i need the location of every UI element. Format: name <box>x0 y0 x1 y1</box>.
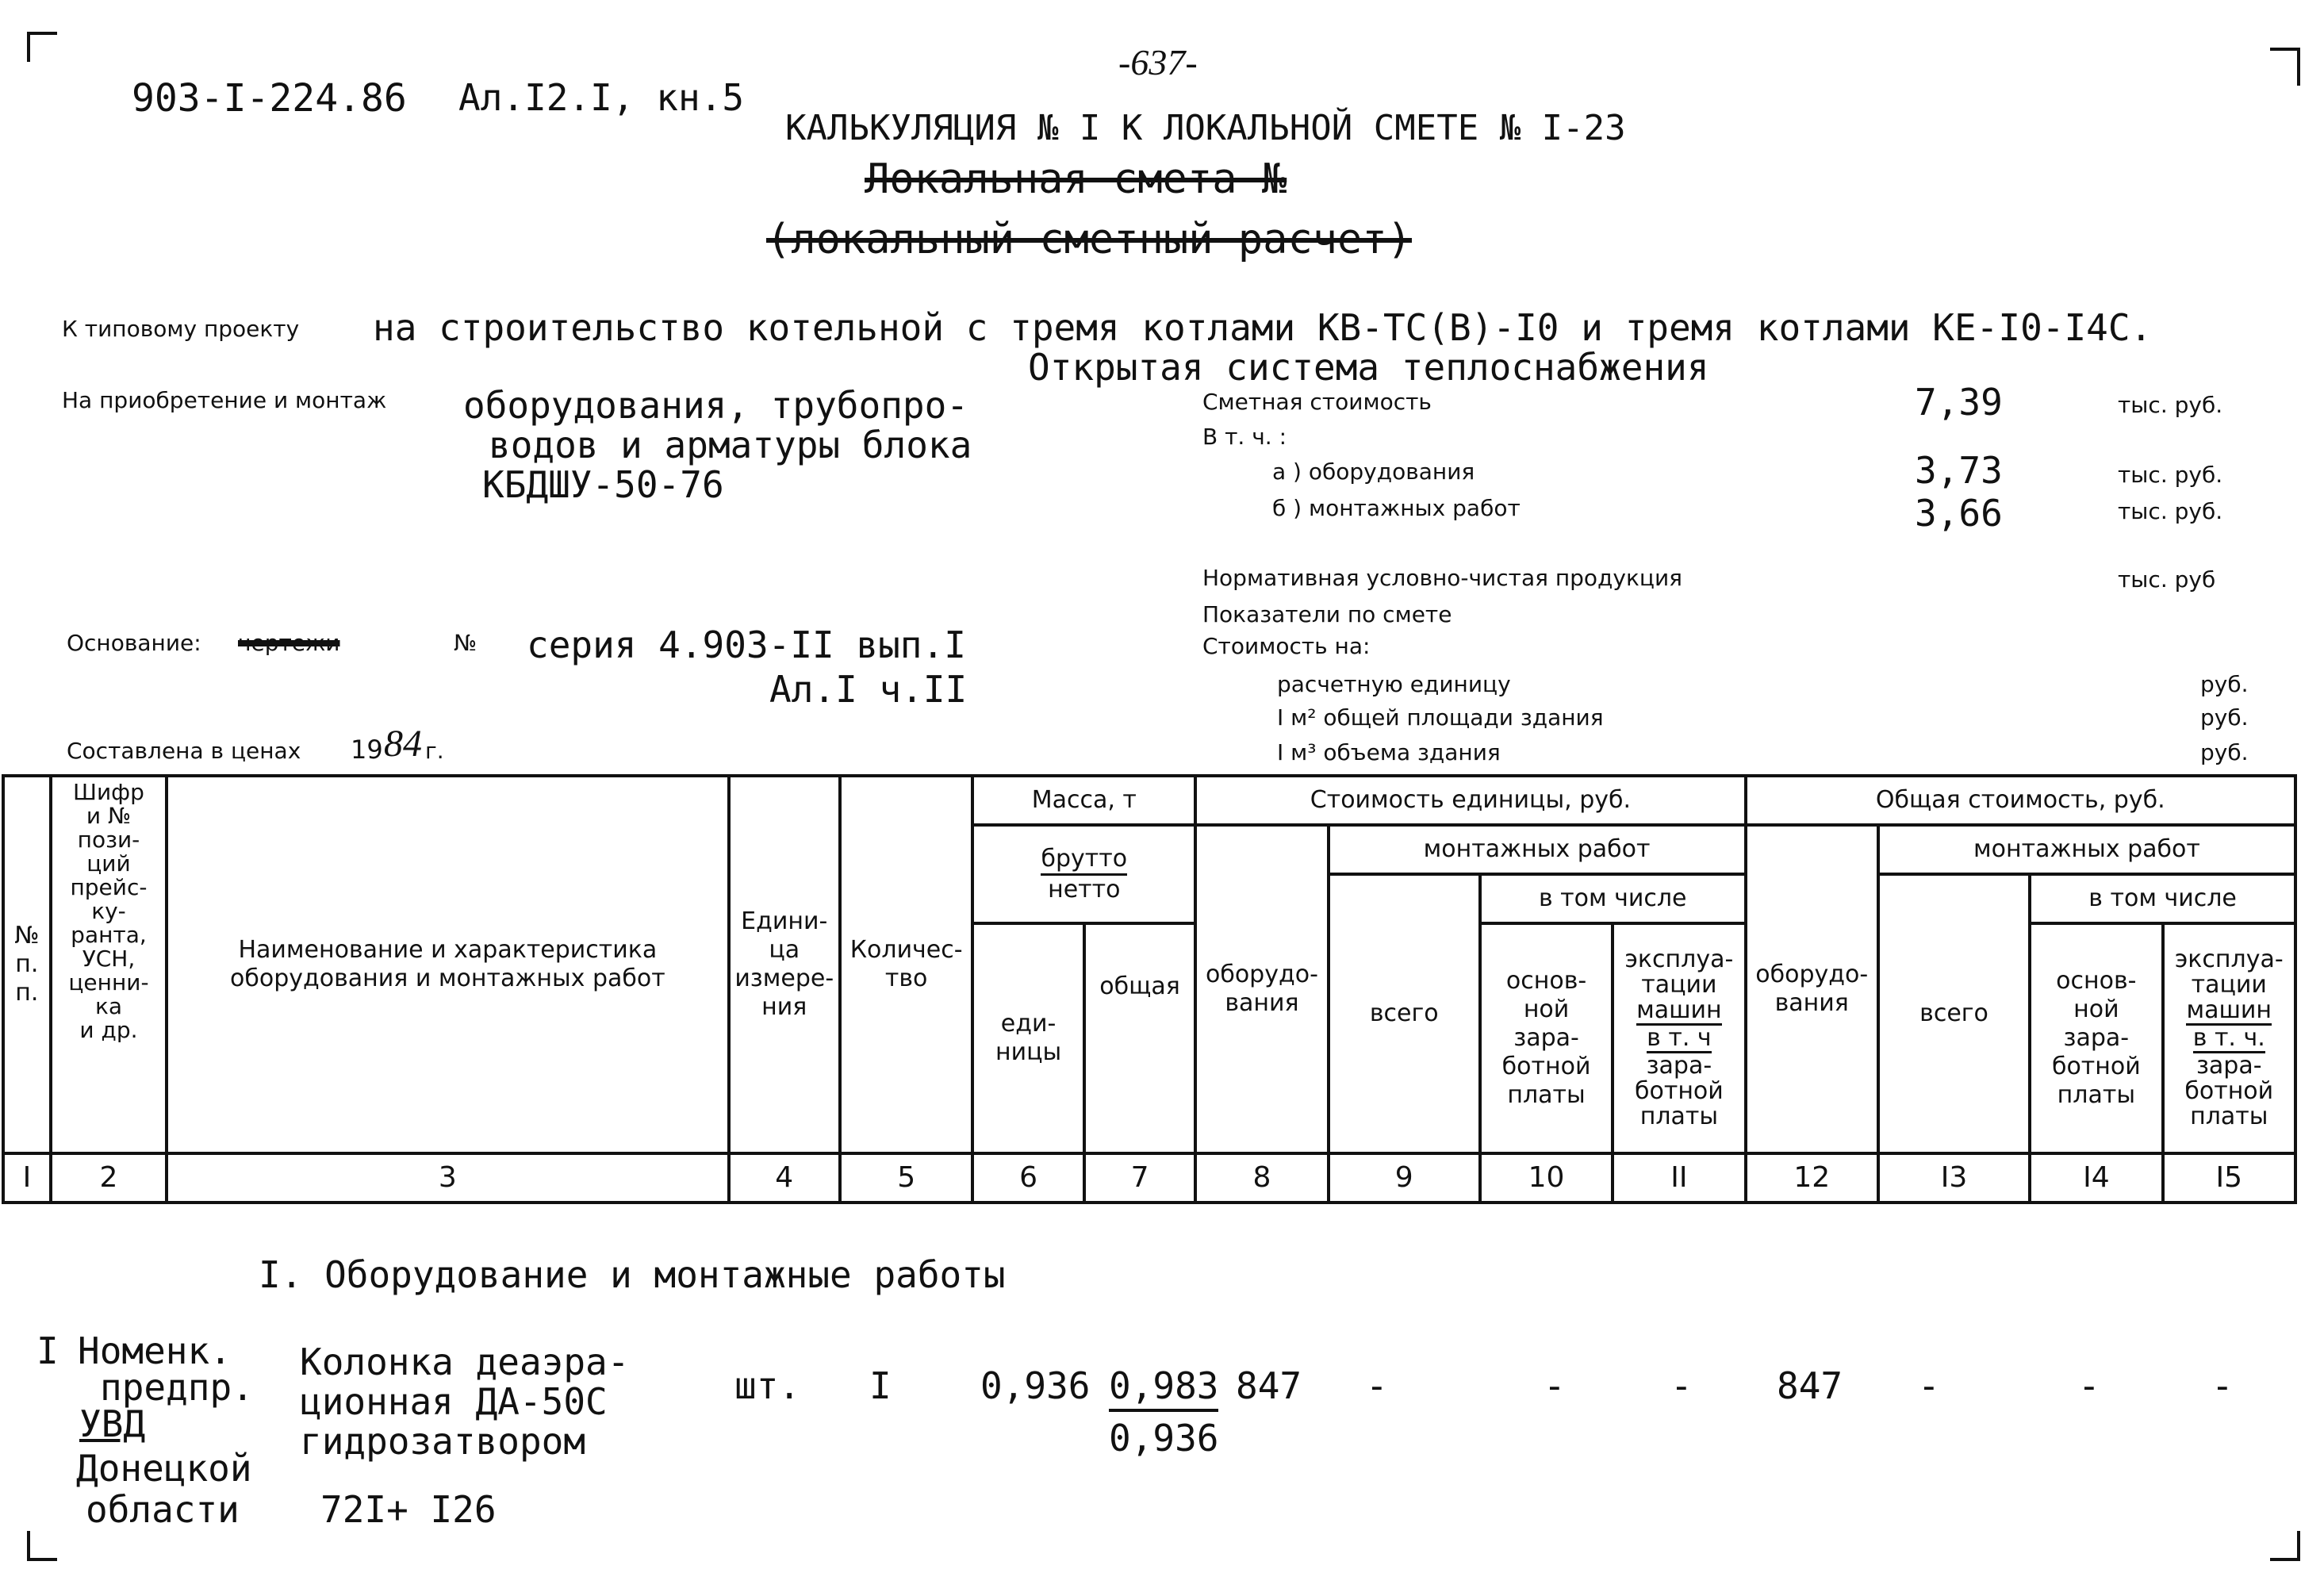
including-label: В т. ч. : <box>1202 424 1287 450</box>
header-total-base-wage: основ- ной зара- ботной платы <box>2030 923 2162 1153</box>
header-mass: Масса, т <box>972 776 1195 825</box>
equipment-cost-value: 3,73 <box>1915 449 2003 492</box>
header-unit-all: всего <box>1329 874 1480 1153</box>
row-source-line: области <box>86 1488 240 1531</box>
header-mass-per-unit: еди- ницы <box>972 923 1083 1153</box>
per-volume-rub: руб. <box>2200 739 2249 765</box>
row-name-line: Колонка деаэра- <box>300 1341 630 1383</box>
header-unit-equipment: оборудо- вания <box>1195 825 1328 1153</box>
header-name: Наименование и характеристика оборудования и монтажных работ <box>167 776 728 1153</box>
column-number: 8 <box>1195 1153 1328 1203</box>
header-unit-install: монтажных работ <box>1329 825 1746 874</box>
header-qty: Количес- тво <box>840 776 972 1153</box>
estimated-cost-label: Сметная стоимость <box>1202 389 1432 415</box>
header-brutto-netto: брутто нетто <box>972 825 1195 923</box>
row-source-line: УВД <box>79 1402 146 1445</box>
column-number: 6 <box>972 1153 1083 1203</box>
row-mass-fraction-line <box>1109 1409 1218 1412</box>
install-cost-unit: тыс. руб. <box>2118 498 2223 524</box>
compiled-year-suffix: 84 <box>384 723 422 765</box>
per-unit-label: расчетную единицу <box>1277 671 1511 697</box>
column-number: 2 <box>51 1153 167 1203</box>
header-unit-machines: эксплуа- тации машин в т. ч зара- ботной платы <box>1613 923 1745 1153</box>
header-unit: Едини- ца измере- ния <box>729 776 840 1153</box>
row-dash: - <box>1670 1364 1693 1407</box>
header-cipher: Шифр и № пози- ций прейс- ку- ранта, УСН, ценни- ка и др. <box>51 776 167 1153</box>
purchase-label: На приобретение и монтаж <box>62 387 387 413</box>
column-number: 4 <box>729 1153 840 1203</box>
install-cost-value: 3,66 <box>1915 492 2003 535</box>
column-number: 9 <box>1329 1153 1480 1203</box>
row-source-line: Донецкой <box>76 1447 252 1490</box>
row-dash: - <box>2078 1364 2100 1407</box>
column-number: 3 <box>167 1153 728 1203</box>
row-source-line: Номенк. <box>78 1329 232 1372</box>
page-number: -637- <box>1118 42 1198 82</box>
header-total-including: в том числе <box>2030 874 2295 923</box>
row-equipment-total-cost: 847 <box>1777 1364 1843 1407</box>
row-number: I <box>36 1329 59 1372</box>
row-name-line: ционная ДА-50С <box>300 1380 608 1423</box>
compiled-label: Составлена в ценах <box>67 738 301 764</box>
normative-label: Нормативная условно-чистая продукция <box>1202 565 1682 591</box>
header-total-machines: эксплуа- тации машин в т. ч. зара- ботной платы <box>2163 923 2295 1153</box>
row-dash: - <box>2211 1364 2234 1407</box>
row-mass-netto: 0,936 <box>1109 1417 1219 1460</box>
row-dash: - <box>1544 1364 1566 1407</box>
basis-number-sign: № <box>454 630 477 656</box>
section-title: I. Оборудование и монтажные работы <box>259 1253 1006 1296</box>
column-number: 7 <box>1084 1153 1195 1203</box>
row-unit: шт. <box>734 1364 801 1407</box>
row-source-line: предпр. <box>100 1366 254 1409</box>
purchase-line-1: оборудования, трубопро- <box>463 384 968 427</box>
header-unit-including: в том числе <box>1480 874 1746 923</box>
header-total-all: всего <box>1878 874 2030 1153</box>
struck-title: Локальная смета № <box>865 155 1287 203</box>
per-volume-label: I м³ объема здания <box>1277 739 1501 765</box>
normative-unit: тыс. руб <box>2118 566 2216 593</box>
column-number: I3 <box>1878 1153 2030 1203</box>
estimated-cost-unit: тыс. руб. <box>2118 392 2223 418</box>
per-area-rub: руб. <box>2200 704 2249 731</box>
row-name-line: 72I+ I26 <box>320 1488 497 1531</box>
header-unit-base-wage: основ- ной зара- ботной платы <box>1480 923 1613 1153</box>
column-number: 5 <box>840 1153 972 1203</box>
cost-per-label: Стоимость на: <box>1202 633 1371 659</box>
equipment-cost-label: а ) оборудования <box>1272 458 1475 485</box>
struck-subtitle: (локальный сметный расчет) <box>766 216 1412 263</box>
estimated-cost-value: 7,39 <box>1915 381 2003 424</box>
compiled-year-prefix: 19 <box>351 735 383 765</box>
corner-mark-top-left <box>27 32 57 62</box>
column-number: I4 <box>2030 1153 2162 1203</box>
header-mass-total: общая <box>1084 923 1195 1153</box>
row-quantity: I <box>869 1364 892 1407</box>
project-label: К типовому проекту <box>62 316 300 342</box>
column-number: I <box>3 1153 51 1203</box>
calculation-title: КАЛЬКУЛЯЦИЯ № I К ЛОКАЛЬНОЙ СМЕТЕ № I-23 <box>785 108 1626 148</box>
project-text-2: Открытая система теплоснабжения <box>1028 346 1709 389</box>
corner-mark-bottom-left <box>27 1531 57 1561</box>
basis-album: Ал.I ч.II <box>769 668 968 711</box>
column-number: II <box>1613 1153 1745 1203</box>
basis-series: серия 4.903-II вып.I <box>527 623 966 666</box>
column-number: I5 <box>2163 1153 2295 1203</box>
basis-struck: чертежи <box>238 630 340 656</box>
row-equipment-unit-cost: 847 <box>1236 1364 1302 1407</box>
project-text: на строительство котельной с тремя котлами КВ-ТС(В)-I0 и тремя котлами КЕ-I0-I4С. <box>373 306 2153 349</box>
per-unit-rub: руб. <box>2200 671 2249 697</box>
compiled-year-g: г. <box>425 738 444 764</box>
purchase-line-2: водов и арматуры блока <box>489 424 972 466</box>
doc-code: 903-I-224.86 <box>132 76 407 121</box>
header-total-equipment: оборудо- вания <box>1746 825 1878 1153</box>
header-num: № п. п. <box>3 776 51 1153</box>
basis-label: Основание: <box>67 630 201 656</box>
corner-mark-bottom-right <box>2270 1531 2300 1561</box>
estimate-header-table <box>2 774 2297 1204</box>
install-cost-label: б ) монтажных работ <box>1272 495 1521 521</box>
indicators-label: Показатели по смете <box>1202 601 1452 627</box>
header-total-install: монтажных работ <box>1878 825 2295 874</box>
row-mass-brutto: 0,983 <box>1109 1364 1219 1407</box>
row-dash: - <box>1918 1364 1940 1407</box>
row-name-line: гидрозатвором <box>300 1420 586 1463</box>
column-number: 12 <box>1746 1153 1878 1203</box>
column-number: 10 <box>1480 1153 1613 1203</box>
row-dash: - <box>1366 1364 1388 1407</box>
column-number-row <box>3 1153 2295 1203</box>
purchase-line-3: КБДШУ-50-76 <box>482 463 724 506</box>
row-mass-per-unit: 0,936 <box>980 1364 1091 1407</box>
header-unit-cost: Стоимость единицы, руб. <box>1195 776 1745 825</box>
per-area-label: I м² общей площади здания <box>1277 704 1604 731</box>
album-reference: Ал.I2.I, кн.5 <box>458 76 745 119</box>
corner-mark-top-right <box>2270 48 2300 86</box>
equipment-cost-unit: тыс. руб. <box>2118 462 2223 488</box>
header-total-cost: Общая стоимость, руб. <box>1746 776 2295 825</box>
